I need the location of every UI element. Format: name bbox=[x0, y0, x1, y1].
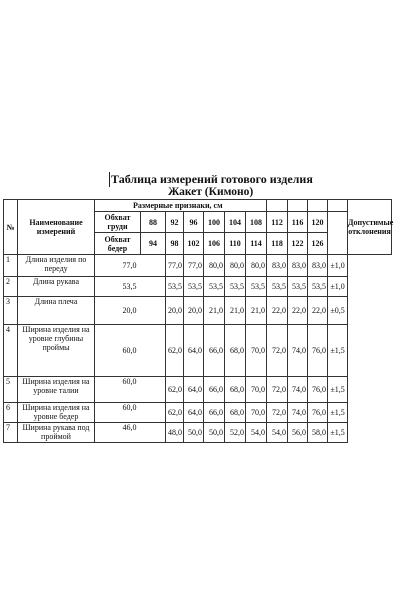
hip-size-cell: 126 bbox=[308, 233, 328, 255]
text-cursor bbox=[109, 172, 110, 187]
value-cell: 66,0 bbox=[204, 403, 225, 423]
value-cell: 46,0 bbox=[95, 423, 166, 443]
value-cell: 74,0 bbox=[288, 377, 308, 403]
hip-size-cell: 110 bbox=[225, 233, 246, 255]
value-cell: 62,0 bbox=[166, 403, 184, 423]
tolerance-cell: ±1,5 bbox=[328, 325, 348, 377]
row-name: Ширина изделия на уровне бедер bbox=[18, 403, 95, 423]
chest-size-cell: 100 bbox=[204, 212, 225, 233]
value-cell: 21,0 bbox=[225, 297, 246, 325]
table-row bbox=[4, 423, 392, 443]
value-cell: 50,0 bbox=[204, 423, 225, 443]
value-cell: 64,0 bbox=[184, 377, 204, 403]
table-row bbox=[4, 255, 392, 277]
table-row bbox=[4, 403, 392, 423]
chest-size-cell: 96 bbox=[184, 212, 204, 233]
hip-label: Обхват бедер bbox=[95, 233, 141, 255]
row-number: 2 bbox=[4, 277, 18, 297]
header-tolerance: Допустимые отклонения bbox=[348, 200, 392, 255]
value-cell: 21,0 bbox=[246, 297, 267, 325]
chest-size-cell: 108 bbox=[246, 212, 267, 233]
value-cell: 74,0 bbox=[288, 403, 308, 423]
table-row bbox=[4, 325, 392, 377]
value-cell: 74,0 bbox=[288, 325, 308, 377]
hip-size-cell: 118 bbox=[267, 233, 288, 255]
row-number: 6 bbox=[4, 403, 18, 423]
value-cell: 50,0 bbox=[184, 423, 204, 443]
value-cell: 62,0 bbox=[166, 325, 184, 377]
table-row bbox=[4, 377, 392, 403]
table-body bbox=[4, 200, 392, 443]
value-cell: 77,0 bbox=[95, 255, 166, 277]
value-cell: 80,0 bbox=[246, 255, 267, 277]
measurements-table bbox=[3, 199, 392, 443]
value-cell: 76,0 bbox=[308, 377, 328, 403]
value-cell: 72,0 bbox=[267, 403, 288, 423]
value-cell: 53,5 bbox=[95, 277, 166, 297]
value-cell: 62,0 bbox=[166, 377, 184, 403]
value-cell: 68,0 bbox=[225, 325, 246, 377]
value-cell: 53,5 bbox=[246, 277, 267, 297]
value-cell: 20,0 bbox=[184, 297, 204, 325]
page-subtitle: Жакет (Кимоно) bbox=[168, 186, 254, 198]
page-title: Таблица измерений готового изделия bbox=[111, 172, 313, 186]
value-cell: 70,0 bbox=[246, 403, 267, 423]
chest-size-cell: 116 bbox=[288, 212, 308, 233]
header-spacer-3 bbox=[308, 200, 328, 212]
value-cell: 22,0 bbox=[288, 297, 308, 325]
value-cell: 72,0 bbox=[267, 325, 288, 377]
row-number: 4 bbox=[4, 325, 18, 377]
row-number: 3 bbox=[4, 297, 18, 325]
value-cell: 76,0 bbox=[308, 403, 328, 423]
tolerance-cell: ±1,0 bbox=[328, 255, 348, 277]
value-cell: 66,0 bbox=[204, 325, 225, 377]
header-spacer-4 bbox=[328, 200, 348, 212]
value-cell: 76,0 bbox=[308, 325, 328, 377]
tolerance-cell: ±1,5 bbox=[328, 403, 348, 423]
row-number: 1 bbox=[4, 255, 18, 277]
row-number: 7 bbox=[4, 423, 18, 443]
value-cell: 22,0 bbox=[308, 297, 328, 325]
chest-size-cell: 92 bbox=[166, 212, 184, 233]
tolerance-cell: ±1,5 bbox=[328, 423, 348, 443]
value-cell: 53,5 bbox=[225, 277, 246, 297]
hip-size-cell: 114 bbox=[246, 233, 267, 255]
table-row bbox=[4, 277, 392, 297]
value-cell: 77,0 bbox=[184, 255, 204, 277]
value-cell: 21,0 bbox=[204, 297, 225, 325]
value-cell: 53,5 bbox=[308, 277, 328, 297]
hip-size-cell: 102 bbox=[184, 233, 204, 255]
row-name: Ширина рукава под проймой bbox=[18, 423, 95, 443]
value-cell: 80,0 bbox=[225, 255, 246, 277]
value-cell: 54,0 bbox=[246, 423, 267, 443]
header-spacer-2 bbox=[288, 200, 308, 212]
value-cell: 66,0 bbox=[204, 377, 225, 403]
row-name: Длина плеча bbox=[18, 297, 95, 325]
value-cell: 70,0 bbox=[246, 377, 267, 403]
value-cell: 60,0 bbox=[95, 377, 166, 403]
value-cell: 52,0 bbox=[225, 423, 246, 443]
value-cell: 54,0 bbox=[267, 423, 288, 443]
header-no: № bbox=[4, 200, 18, 255]
value-cell: 48,0 bbox=[166, 423, 184, 443]
hip-size-cell: 94 bbox=[141, 233, 166, 255]
chest-size-cell: 112 bbox=[267, 212, 288, 233]
value-cell: 64,0 bbox=[184, 325, 204, 377]
hip-size-cell: 122 bbox=[288, 233, 308, 255]
value-cell: 68,0 bbox=[225, 403, 246, 423]
value-cell: 56,0 bbox=[288, 423, 308, 443]
row-name: Длина изделия по переду bbox=[18, 255, 95, 277]
value-cell: 64,0 bbox=[184, 403, 204, 423]
value-cell: 70,0 bbox=[246, 325, 267, 377]
value-cell: 60,0 bbox=[95, 403, 166, 423]
value-cell: 58,0 bbox=[308, 423, 328, 443]
value-cell: 77,0 bbox=[166, 255, 184, 277]
value-cell: 20,0 bbox=[166, 297, 184, 325]
hip-size-cell: 106 bbox=[204, 233, 225, 255]
value-cell: 53,5 bbox=[166, 277, 184, 297]
value-cell: 83,0 bbox=[267, 255, 288, 277]
chest-size-cell: 120 bbox=[308, 212, 328, 233]
header-size-features: Размерные признаки, см bbox=[95, 200, 267, 212]
value-cell: 20,0 bbox=[95, 297, 166, 325]
value-cell: 83,0 bbox=[288, 255, 308, 277]
value-cell: 60,0 bbox=[95, 325, 166, 377]
value-cell: 83,0 bbox=[308, 255, 328, 277]
hip-size-cell: 98 bbox=[166, 233, 184, 255]
header-name: Наименование измерений bbox=[18, 200, 95, 255]
value-cell: 53,5 bbox=[288, 277, 308, 297]
chest-size-cell: 88 bbox=[141, 212, 166, 233]
chest-size-cell: 104 bbox=[225, 212, 246, 233]
value-cell: 53,5 bbox=[184, 277, 204, 297]
header-spacer-1 bbox=[267, 200, 288, 212]
value-cell: 80,0 bbox=[204, 255, 225, 277]
value-cell: 68,0 bbox=[225, 377, 246, 403]
value-cell: 53,5 bbox=[204, 277, 225, 297]
value-cell: 72,0 bbox=[267, 377, 288, 403]
tolerance-cell: ±0,5 bbox=[328, 297, 348, 325]
row-number: 5 bbox=[4, 377, 18, 403]
tolerance-cell: ±1,0 bbox=[328, 277, 348, 297]
row-name: Ширина изделия на уровне талии bbox=[18, 377, 95, 403]
chest-label: Обхват груди bbox=[95, 212, 141, 233]
table-row bbox=[4, 297, 392, 325]
row-name: Ширина изделия на уровне глубины проймы bbox=[18, 325, 95, 377]
value-cell: 22,0 bbox=[267, 297, 288, 325]
value-cell: 53,5 bbox=[267, 277, 288, 297]
tolerance-cell: ±1,5 bbox=[328, 377, 348, 403]
row-name: Длина рукава bbox=[18, 277, 95, 297]
